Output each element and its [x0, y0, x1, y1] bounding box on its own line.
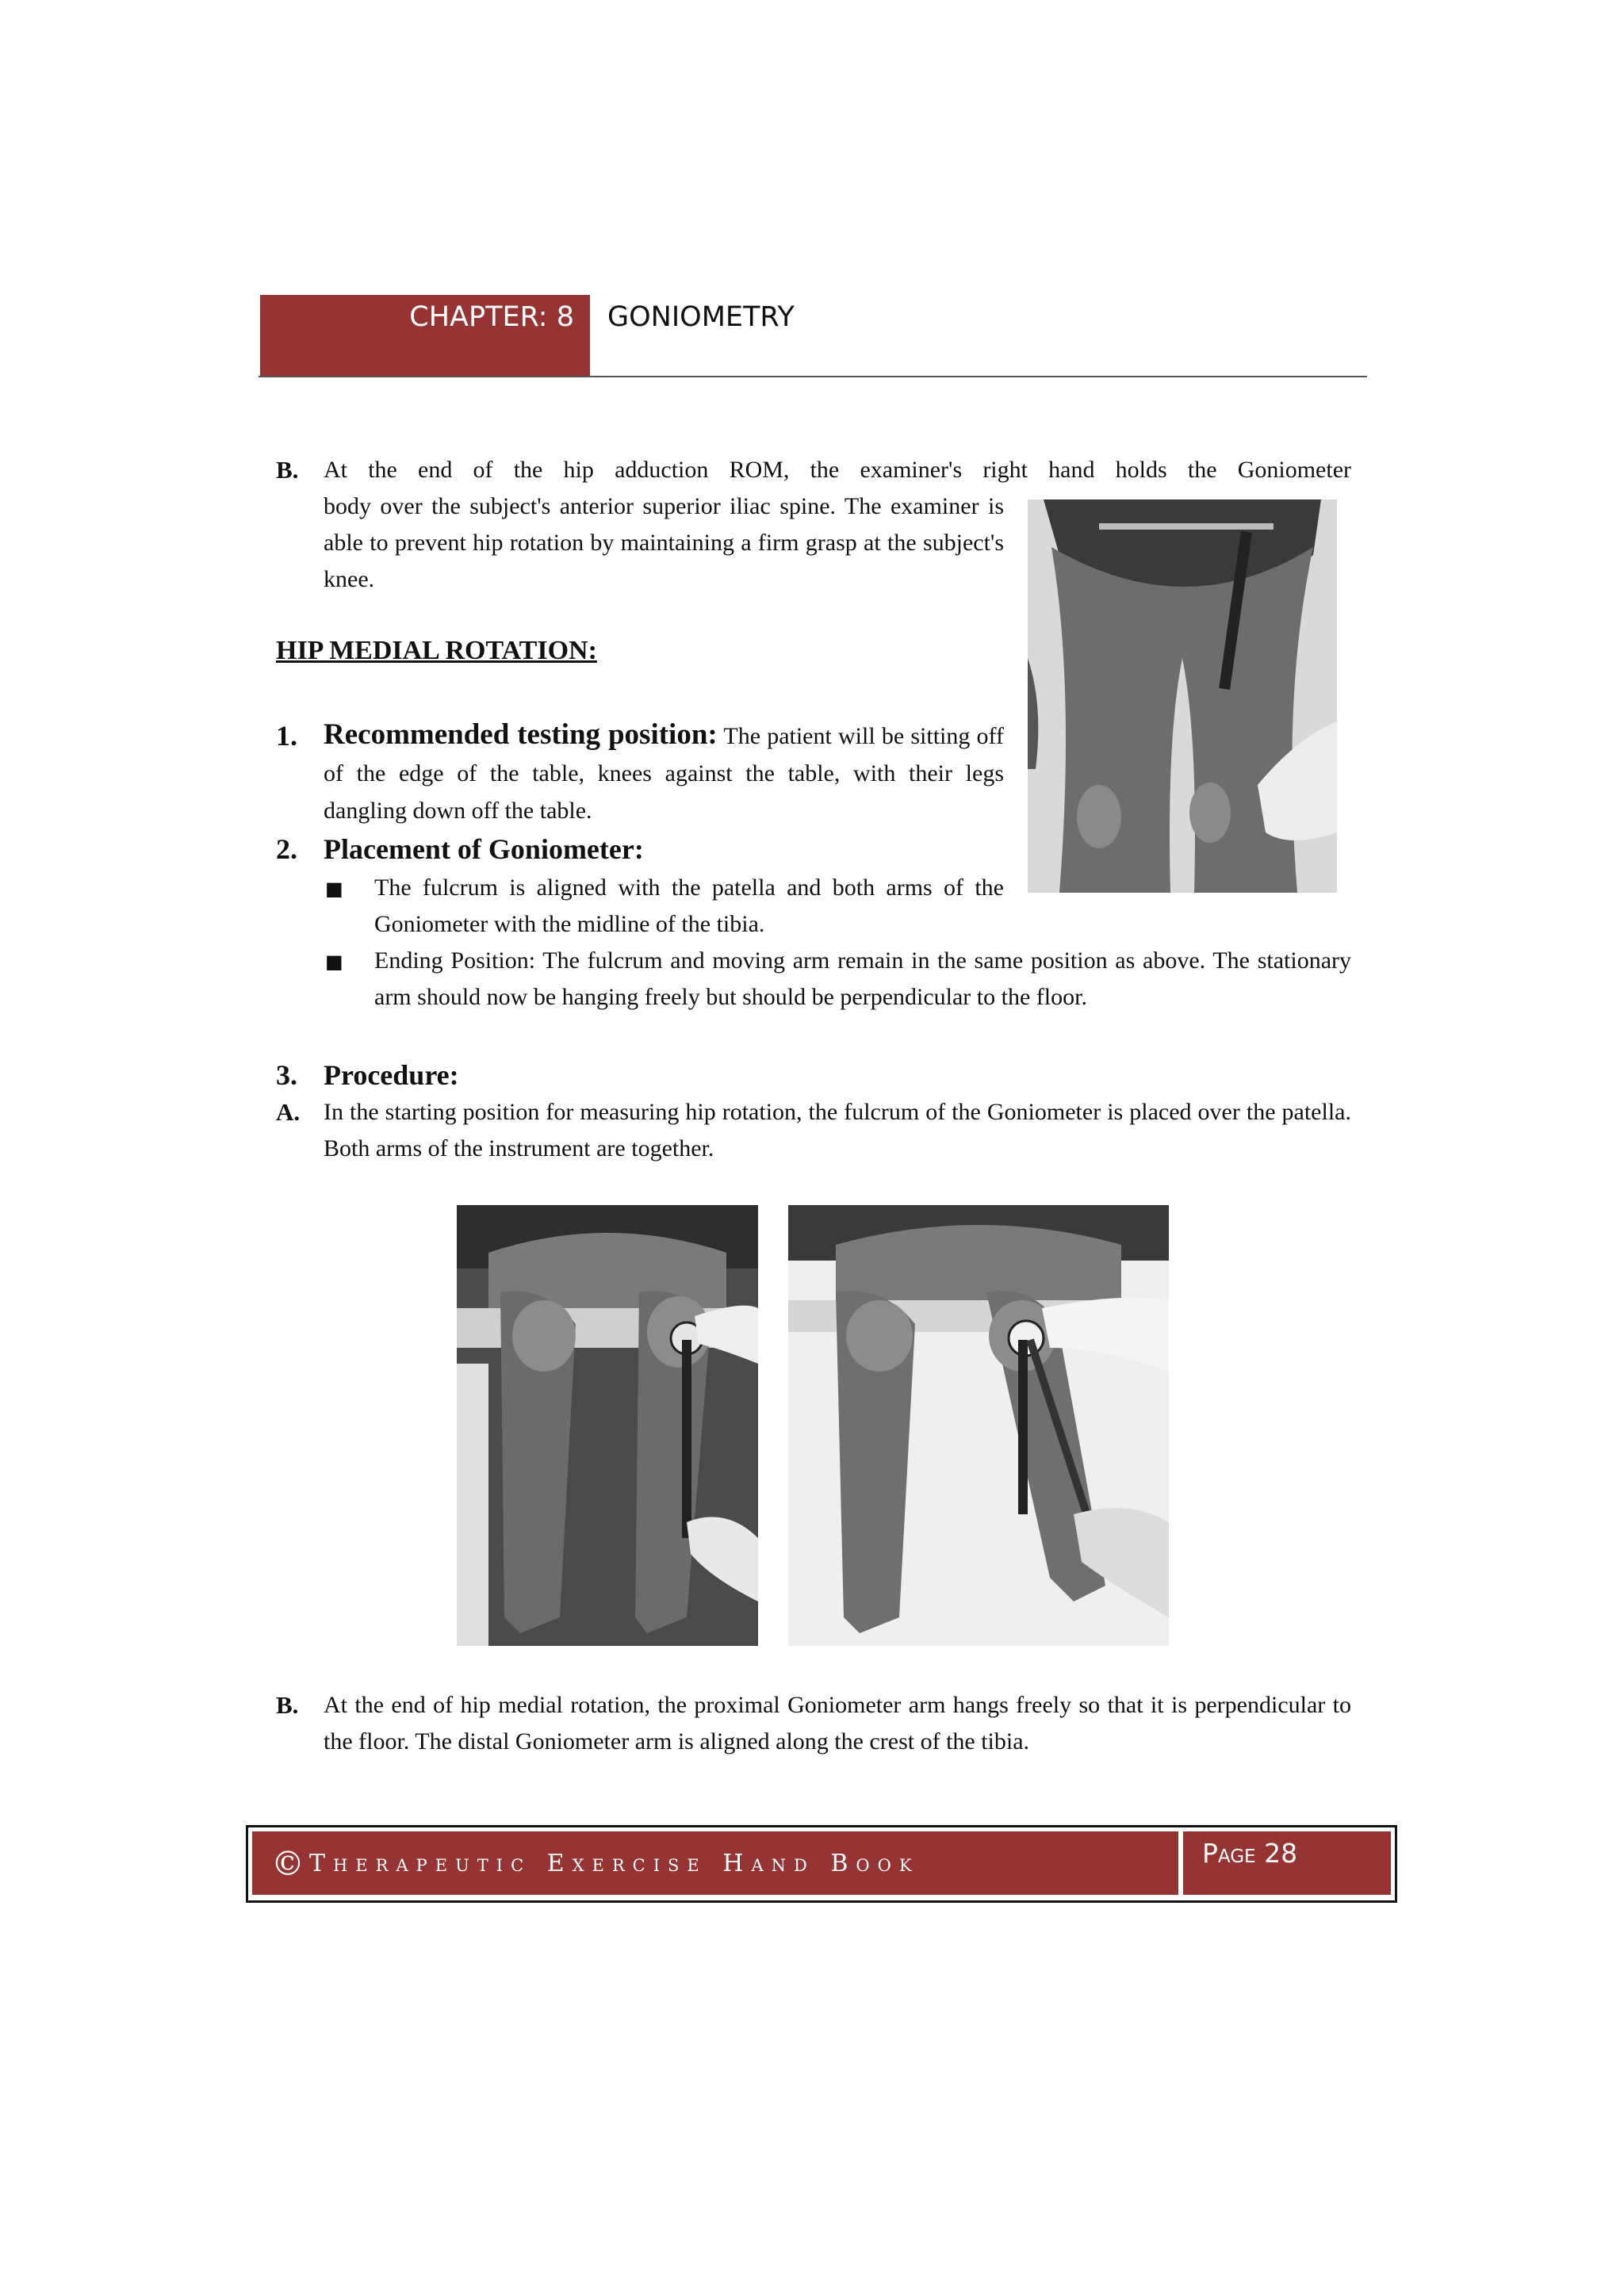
paragraph-line: At the end of the hip adduction ROM, the examiner's right hand holds the Goniometer	[324, 457, 1351, 483]
copyright-icon: ©	[271, 1843, 304, 1883]
item-label: Recommended testing position:	[324, 718, 718, 751]
item-number: 1.	[276, 720, 297, 752]
photo-start-position	[457, 1205, 758, 1646]
item-marker-a: A.	[276, 1098, 301, 1126]
item-marker-b: B.	[276, 456, 299, 484]
photo-end-position	[788, 1205, 1169, 1646]
paragraph: body over the subject's anterior superior iliac spine. The examiner is able to prevent hip rotation by maintaining a firm grasp at the subject's knee.	[324, 493, 1004, 592]
item-number: 2.	[276, 833, 297, 865]
item-label: Procedure:	[324, 1059, 459, 1091]
section-heading: HIP MEDIAL ROTATION:	[276, 636, 597, 665]
chapter-label: CHAPTER: 8	[260, 295, 590, 376]
item-marker-b: B.	[276, 1691, 299, 1719]
paragraph: In the starting position for measuring hip rotation, the fulcrum of the Goniometer is placed over the patella. Both arms of the instrument are together.	[324, 1099, 1351, 1161]
paragraph: At the end of hip medial rotation, the proximal Goniometer arm hangs freely so that it is perpendicular to the floor. The distal Goniometer arm is aligned along the crest of the tibia.	[324, 1692, 1351, 1755]
footer-book-title	[252, 1831, 1178, 1895]
chapter-title: GONIOMETRY	[607, 301, 795, 333]
item-label: Placement of Goniometer:	[324, 833, 644, 865]
bullet-icon: ■	[325, 878, 343, 900]
header-divider	[259, 376, 1367, 377]
item-text: The patient will be sitting off of the edge of the table, knees against the table, with their legs dangling down off the table.	[324, 723, 1004, 824]
photo-hip-adduction	[1028, 499, 1337, 893]
bullet-text: The fulcrum is aligned with the patella and both arms of the Goniometer with the midline of the tibia.	[374, 874, 1004, 937]
footer-page-number: Page 28	[1183, 1831, 1391, 1895]
book-title: Therapeutic Exercise Hand Book	[309, 1849, 920, 1877]
item-number: 3.	[276, 1059, 297, 1091]
item-recommended-position	[324, 716, 1004, 829]
bullet-icon: ■	[325, 951, 343, 973]
bullet-text: Ending Position: The fulcrum and moving arm remain in the same position as above. The stationary arm should now be hanging freely but should be perpendicular to the floor.	[374, 947, 1351, 1010]
